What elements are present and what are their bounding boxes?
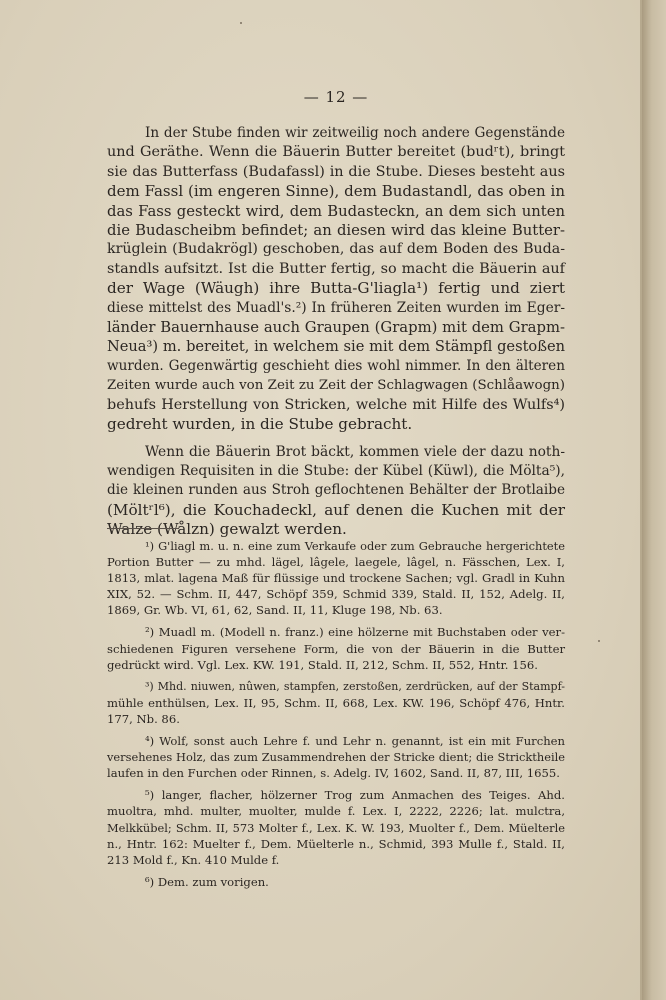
text-line: wendigen Requisiten in die Stube: der Kübel (Küwl), die Mölta⁵), bbox=[107, 462, 565, 479]
footnote-line: schiedenen Figuren versehene Form, die von der Bäuerin in die Butter bbox=[107, 641, 565, 656]
footnote-line: 177, Nb. 86. bbox=[107, 711, 180, 726]
footnote-6 bbox=[107, 874, 565, 890]
text-line: standls aufsitzt. Ist die Butter fertig, so macht die Bäuerin auf bbox=[107, 260, 565, 277]
footnote-divider bbox=[107, 528, 179, 529]
paper-speck bbox=[240, 22, 242, 24]
text-line: Zeiten wurde auch von Zeit zu Zeit der Schlagwagen (Schlåawogn) bbox=[107, 378, 565, 394]
footnote-line: ⁶) Dem. zum vorigen. bbox=[145, 874, 269, 889]
footnote-line: versehenes Holz, das zum Zusammendrehen der Stricke dient; die Stricktheile bbox=[107, 750, 565, 765]
footnote-line: ³) Mhd. niuwen, nûwen, stampfen, zerstoßen, zerdrücken, auf der Stampf- bbox=[145, 679, 565, 693]
text-line: Neua³) m. bereitet, in welchem sie mit dem Stämpfl gestoßen bbox=[107, 338, 565, 356]
text-line: und Geräthe. Wenn die Bäuerin Butter bereitet (budʳt), bringt bbox=[107, 144, 565, 161]
footnotes bbox=[107, 538, 565, 896]
text-line: (Möltʳl⁶), die Kouchadeckl, auf denen die Kuchen mit der bbox=[107, 500, 565, 519]
paragraph-1 bbox=[107, 124, 565, 435]
footnote-line: 1813, mlat. lagena Maß für flüssige und trockene Sachen; vgl. Gradl in Kuhn bbox=[107, 571, 565, 586]
paper-speck bbox=[598, 640, 600, 642]
footnote-5 bbox=[107, 787, 565, 867]
text-line: behufs Herstellung von Stricken, welche mit Hilfe des Wulfs⁴) bbox=[107, 396, 565, 413]
text-line: diese mittelst des Muadl's.²) In früheren Zeiten wurden im Eger- bbox=[107, 299, 565, 316]
footnote-line: Melkkübel; Schm. II, 573 Molter f., Lex. K. W. 193, Muolter f., Dem. Müelterle bbox=[107, 820, 565, 835]
text-line: Wenn die Bäuerin Brot bäckt, kommen viele der dazu noth- bbox=[145, 443, 565, 460]
text-line: wurden. Gegenwärtig geschieht dies wohl nimmer. In den älteren bbox=[107, 357, 565, 374]
footnote-2 bbox=[107, 624, 565, 672]
footnote-3 bbox=[107, 679, 565, 727]
text-line: krüglein (Budakrögl) geschoben, das auf dem Boden des Buda- bbox=[107, 241, 565, 258]
footnote-line: ⁵) langer, flacher, hölzerner Trog zum Anmachen des Teiges. Ahd. bbox=[145, 788, 565, 803]
text-line: gedreht wurden, in die Stube gebracht. bbox=[107, 415, 413, 434]
footnote-line: laufen in den Furchen oder Rinnen, s. Adelg. IV, 1602, Sand. II, 87, III, 1655. bbox=[107, 766, 560, 781]
footnote-line: 213 Mold f., Kn. 410 Mulde f. bbox=[107, 852, 280, 867]
text-line: länder Bauernhause auch Graupen (Grapm) mit dem Grapm- bbox=[107, 319, 565, 337]
footnote-line: ¹) G'liagl m. u. n. eine zum Verkaufe oder zum Gebrauche hergerichtete bbox=[145, 539, 565, 553]
text-line: die kleinen runden aus Stroh geflochtenen Behälter der Brotlaibe bbox=[107, 482, 565, 499]
text-line: Walze (Wålzn) gewalzt werden. bbox=[107, 520, 347, 539]
book-gutter bbox=[642, 0, 666, 1000]
footnote-line: 1869, Gr. Wb. VI, 61, 62, Sand. II, 11, Kluge 198, Nb. 63. bbox=[107, 603, 443, 618]
page-number: — 12 — bbox=[303, 88, 369, 106]
footnote-line: muoltra, mhd. multer, muolter, mulde f. Lex. I, 2222, 2226; lat. mulctra, bbox=[107, 804, 565, 819]
footnote-line: mühle enthülsen, Lex. II, 95, Schm. II, 668, Lex. KW. 196, Schöpf 476, Hntr. bbox=[107, 695, 565, 710]
footnote-line: XIX, 52. — Schm. II, 447, Schöpf 359, Schmid 339, Stald. II, 152, Adelg. II, bbox=[107, 587, 565, 602]
footnote-line: Portion Butter — zu mhd. lägel, lâgele, laegele, lâgel, n. Fässchen, Lex. I, bbox=[107, 555, 565, 570]
text-line: der Wage (Wäugh) ihre Butta-G'liagla¹) fertig und ziert bbox=[107, 279, 565, 298]
footnote-line: n., Hntr. 162: Muelter f., Dem. Müelterle n., Schmid, 393 Mulle f., Stald. II, bbox=[107, 836, 565, 851]
footnote-line: ⁴) Wolf, sonst auch Lehre f. und Lehr n. genannt, ist ein mit Furchen bbox=[145, 734, 565, 749]
text-line: dem Fassl (im engeren Sinne), dem Budastandl, das oben in bbox=[107, 182, 565, 201]
text-line: sie das Butterfass (Budafassl) in die Stube. Dieses besteht aus bbox=[107, 163, 565, 180]
text-line: In der Stube finden wir zeitweilig noch andere Gegenstände bbox=[145, 125, 565, 141]
footnote-line: ²) Muadl m. (Modell n. franz.) eine hölzerne mit Buchstaben oder ver- bbox=[145, 625, 565, 640]
text-line: die Budascheibm befindet; an diesen wird das kleine Butter- bbox=[107, 222, 565, 240]
text-line: das Fass gesteckt wird, dem Budasteckn, an dem sich unten bbox=[107, 202, 565, 220]
footnote-line: gedrückt wird. Vgl. Lex. KW. 191, Stald. II, 212, Schm. II, 552, Hntr. 156. bbox=[107, 657, 538, 672]
footnote-4 bbox=[107, 733, 565, 781]
footnote-1 bbox=[107, 538, 565, 618]
paragraph-2 bbox=[107, 443, 565, 540]
main-text bbox=[107, 124, 565, 540]
